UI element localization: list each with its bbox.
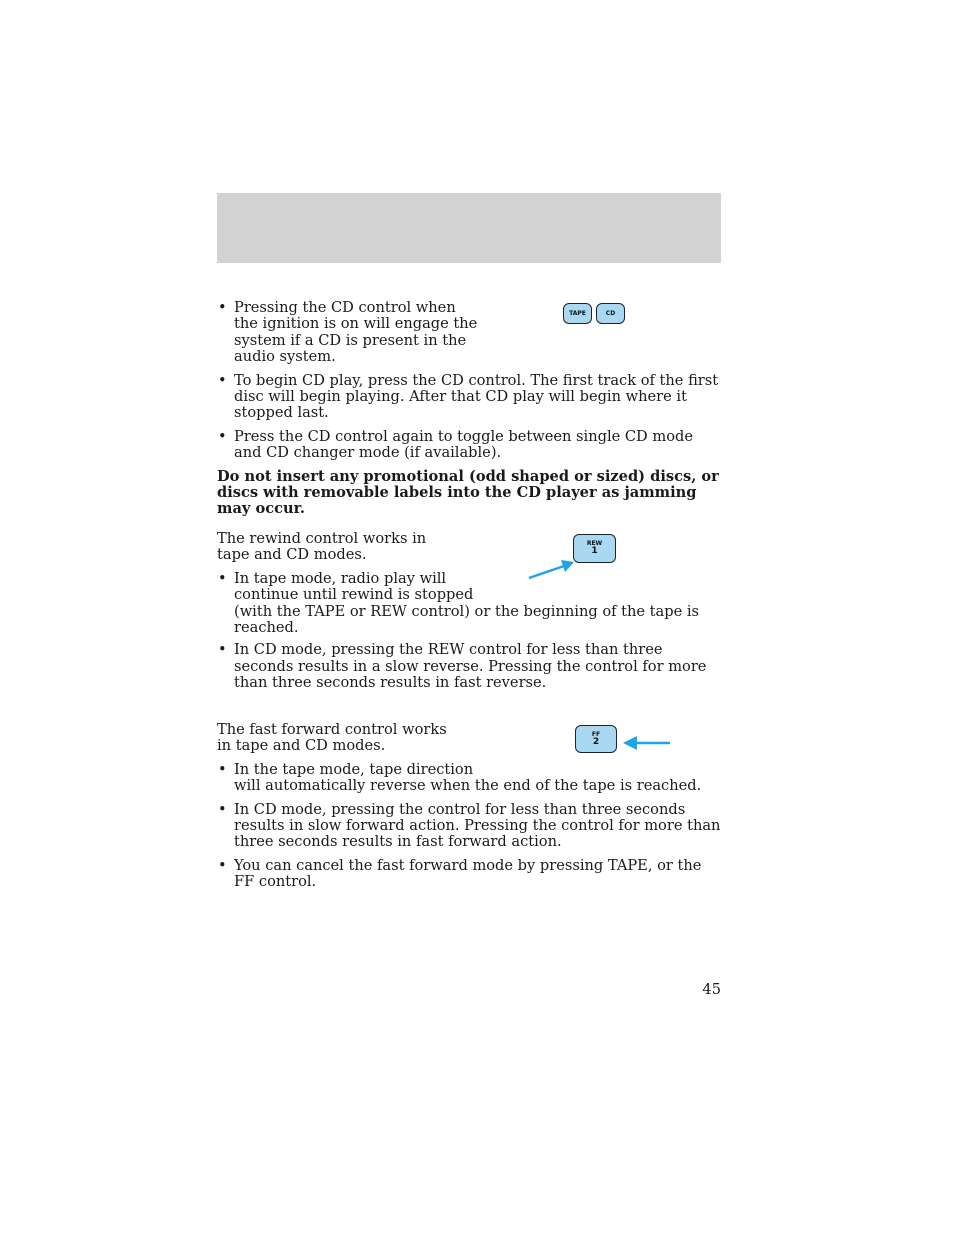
cd-warning: Do not insert any promotional (odd shaped or sized) discs, or discs with removable labels into the CD player as jamming may occur.	[217, 467, 719, 518]
cd-section	[217, 300, 723, 518]
rewind-button-icon: REW 1	[573, 534, 616, 563]
ff-intro: The fast forward control works in tape and CD modes.	[217, 721, 447, 755]
rewind-pointer-arrow-icon	[520, 555, 580, 581]
rewind-bullet-2: • In CD mode, pressing the REW control for less than three seconds results in a slow reverse. Pressing the control for more than three seconds results in fast reverse.	[217, 642, 714, 691]
tape-button-icon: TAPE	[563, 303, 592, 324]
ff-bullet-1-line-1: • In the tape mode, tape direction	[234, 760, 474, 778]
rewind-bullet-1-line-1: • In tape mode, radio play will	[234, 569, 447, 587]
ff-bullet-2: • In CD mode, pressing the control for less than three seconds results in slow forward action. Pressing the control for more than three seconds results in fast forward action.	[217, 802, 723, 851]
rewind-bullet-1-line-3: (with the TAPE or REW control) or the beginning of the tape is	[234, 602, 700, 620]
ff-pointer-arrow-icon	[620, 734, 674, 752]
ff-button-icon: FF 2	[575, 725, 617, 753]
rewind-bullet-1-line-4: reached.	[234, 619, 299, 637]
ff-bullet-1	[217, 762, 723, 795]
ff-bullet-1-line-2: will automatically reverse when the end of the tape is reached.	[234, 777, 702, 795]
rewind-section	[217, 531, 723, 692]
ff-bullet-3: • You can cancel the fast forward mode by pressing TAPE, or the FF control.	[217, 858, 714, 891]
rewind-bullet-1	[217, 571, 723, 637]
rewind-intro: The rewind control works in tape and CD modes.	[217, 530, 427, 564]
section-header-band	[217, 193, 721, 263]
cd-bullet-1: • Pressing the CD control when the ignition is on will engage the system if a CD is present in the audio system.	[217, 300, 484, 366]
rewind-bullet-1-line-2: continue until rewind is stopped	[234, 586, 474, 604]
page-number: 45	[702, 981, 721, 998]
cd-bullet-2: • To begin CD play, press the CD control. The first track of the first disc will begin playing. After that CD play will begin where it stopped last.	[217, 373, 723, 422]
cd-bullet-3: • Press the CD control again to toggle between single CD mode and CD changer mode (if available).	[217, 429, 723, 462]
cd-button-icon: CD	[596, 303, 625, 324]
